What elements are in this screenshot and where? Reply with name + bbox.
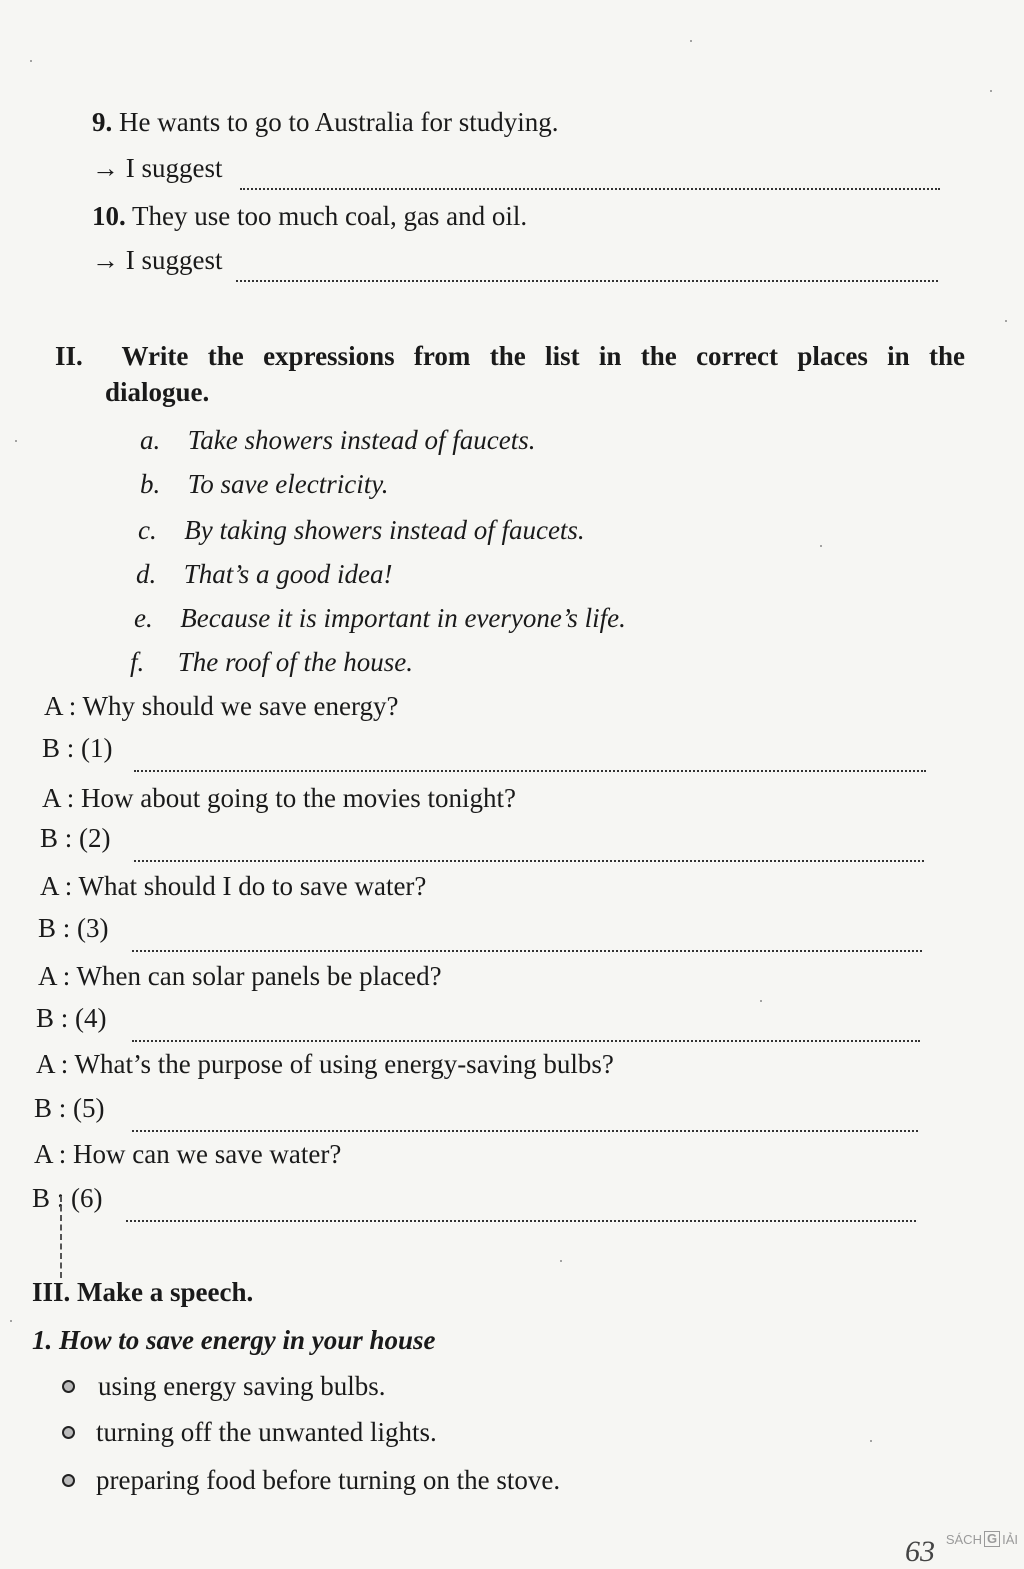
dialogue-line-a: A : Why should we save energy? — [44, 691, 399, 721]
answer-line-10[interactable] — [236, 280, 938, 282]
option-text: To save electricity. — [187, 469, 389, 499]
dialogue-line-b: B : (5) — [34, 1093, 105, 1123]
part-ii-numeral: II. — [55, 341, 83, 371]
dialogue-line-b: B : (4) — [36, 1003, 107, 1033]
speech-bullet-item: turning off the unwanted lights. — [96, 1417, 437, 1447]
answer-line-1[interactable] — [134, 770, 926, 772]
answer-line-3[interactable] — [132, 950, 922, 952]
watermark-text: SÁCH — [945, 1531, 982, 1547]
question-sentence: He wants to go to Australia for studying. — [119, 107, 559, 137]
dialogue-line-b: B : (2) — [40, 823, 111, 853]
bullet-icon — [62, 1426, 75, 1439]
question-number: 9. — [92, 107, 113, 137]
option-letter: c. — [138, 515, 157, 545]
dialogue-line-b: B : (1) — [42, 733, 113, 763]
answer-line-6[interactable] — [126, 1220, 916, 1222]
answer-line-5[interactable] — [132, 1130, 918, 1132]
question-10 — [92, 200, 527, 232]
answer-line-4[interactable] — [132, 1040, 920, 1042]
dialogue-line-a: A : What’s the purpose of using energy-saving bulbs? — [36, 1049, 614, 1079]
bullet-icon — [62, 1380, 75, 1393]
dialogue-line-a: A : How can we save water? — [34, 1139, 342, 1169]
option-text: The roof of the house. — [177, 647, 414, 677]
option-text: Take showers instead of faucets. — [187, 425, 536, 455]
option-text: That’s a good idea! — [183, 559, 393, 589]
option-letter: b. — [140, 469, 161, 499]
option-letter: a. — [140, 425, 161, 455]
watermark-box: G — [984, 1531, 1000, 1547]
option-letter: f. — [130, 647, 145, 677]
watermark-logo — [946, 1531, 1018, 1547]
answer-line-9[interactable] — [240, 188, 940, 190]
option-text: Because it is important in everyone’s life. — [180, 603, 626, 633]
option-c — [138, 514, 585, 546]
question-number: 10. — [92, 201, 126, 231]
answer-line-2[interactable] — [134, 860, 924, 862]
option-a — [140, 424, 536, 456]
speech-bullet-item: preparing food before turning on the stove. — [96, 1465, 561, 1495]
watermark-text: IẢI — [1002, 1531, 1018, 1547]
dialogue-line-a: A : When can solar panels be placed? — [38, 961, 442, 991]
part-ii-instruction: Write the expressions from the list in the correct places in the — [121, 341, 966, 371]
margin-mark — [60, 1196, 62, 1278]
bullet-icon — [62, 1474, 75, 1487]
option-b — [140, 468, 388, 500]
option-text: By taking showers instead of faucets. — [184, 515, 585, 545]
part-iii-heading: III. Make a speech. — [32, 1277, 254, 1307]
answer-prompt-10: → I suggest — [92, 245, 223, 275]
dialogue-line-a: A : What should I do to save water? — [40, 871, 427, 901]
part-ii-heading — [55, 338, 965, 374]
option-f — [130, 646, 413, 678]
page-number: 63 — [905, 1535, 935, 1568]
dialogue-line-b: B : (6) — [32, 1183, 103, 1213]
speech-bullet-item: using energy saving bulbs. — [98, 1371, 386, 1401]
question-9 — [92, 106, 558, 138]
dialogue-line-a: A : How about going to the movies tonight? — [42, 783, 516, 813]
option-e — [134, 602, 626, 634]
part-ii-heading-cont: dialogue. — [105, 377, 210, 407]
option-letter: d. — [136, 559, 157, 589]
answer-prompt-9: → I suggest — [92, 153, 223, 183]
speech-topic: 1. How to save energy in your house — [32, 1325, 436, 1355]
dialogue-line-b: B : (3) — [38, 913, 109, 943]
option-letter: e. — [134, 603, 153, 633]
option-d — [136, 558, 393, 590]
question-sentence: They use too much coal, gas and oil. — [132, 201, 528, 231]
